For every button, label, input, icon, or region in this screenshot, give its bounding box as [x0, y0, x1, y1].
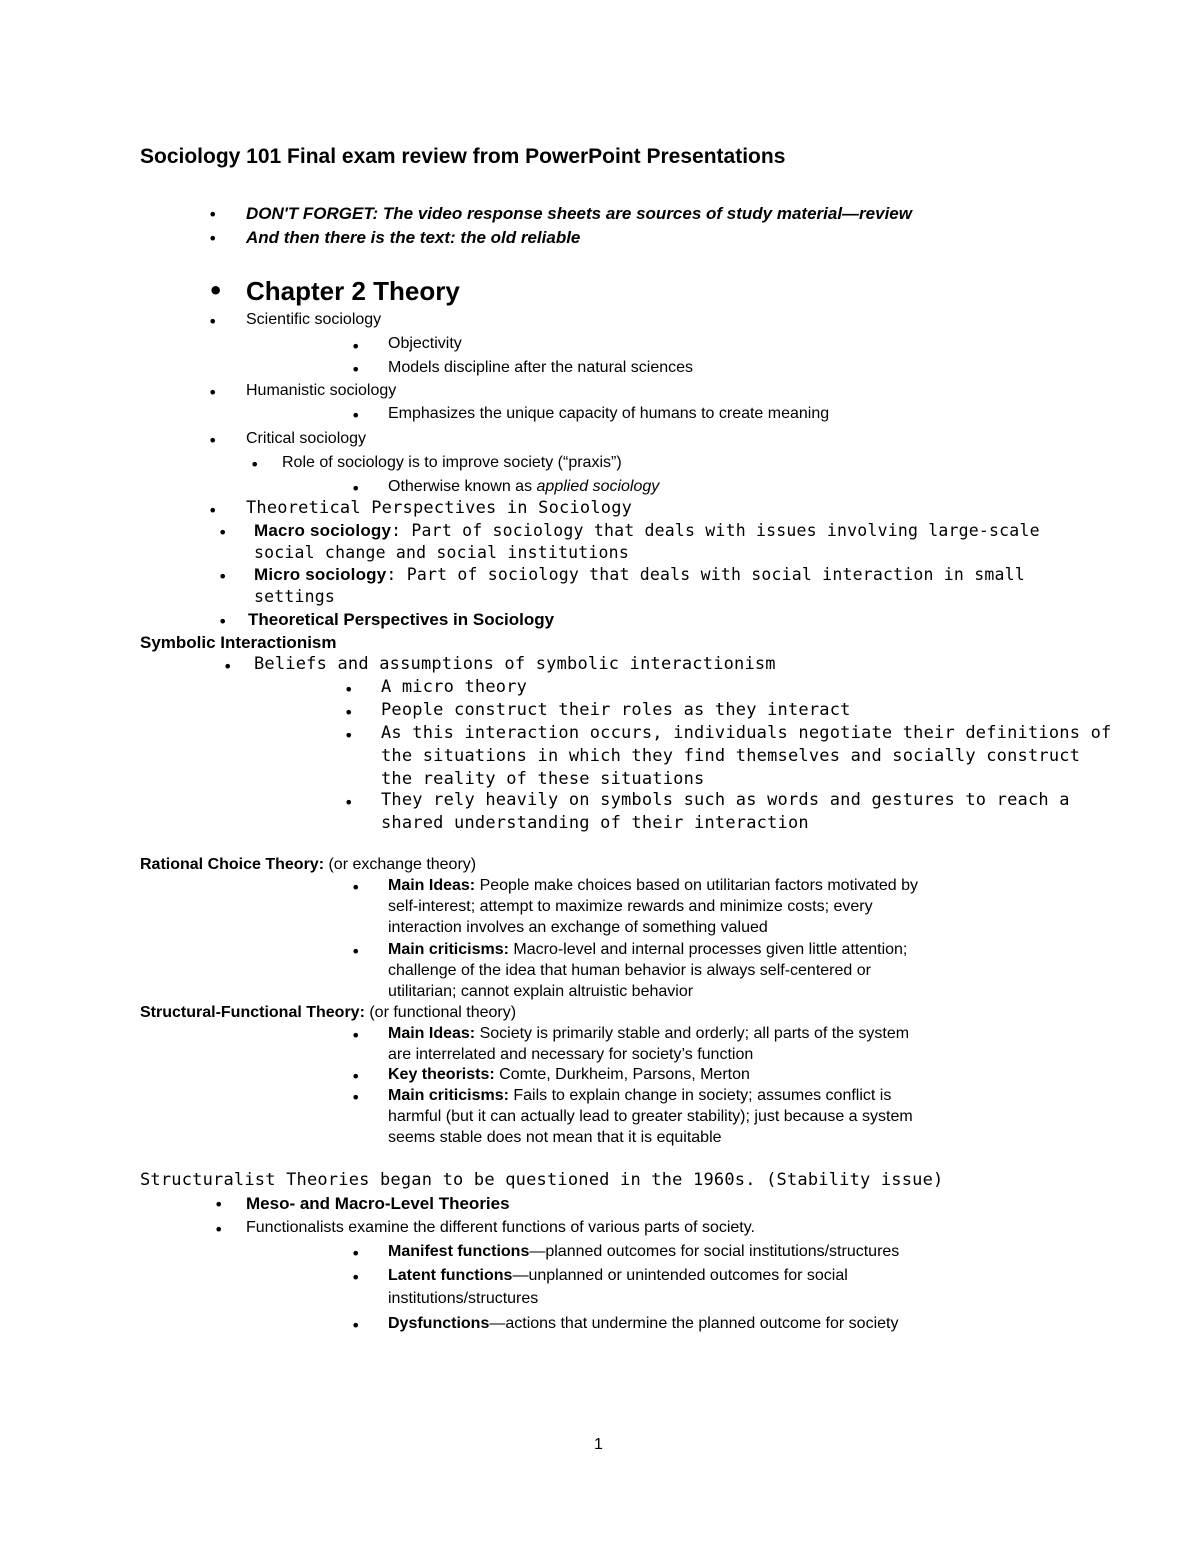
bullet-icon: •: [208, 312, 218, 331]
bullet-icon: •: [250, 455, 260, 474]
dysfunctions-label: Dysfunctions: [388, 1315, 490, 1332]
list-item: They rely heavily on symbols such as words and gestures to reach a: [381, 790, 1070, 810]
bullet-icon: •: [351, 878, 361, 897]
criticisms-text: Fails to explain change in society; assumes conflict is: [508, 1087, 892, 1104]
page-number: 1: [594, 1436, 603, 1453]
bullet-icon: •: [208, 501, 218, 520]
bullet-icon: •: [351, 337, 361, 356]
scientific-sociology-label: Scientific sociology: [246, 311, 382, 328]
theoretical-perspectives-heading: Theoretical Perspectives in Sociology: [248, 610, 555, 629]
humanistic-sociology-label: Humanistic sociology: [246, 382, 397, 399]
bullet-icon: •: [351, 479, 361, 498]
list-item-cont: the situations in which they find themselves and socially construct: [381, 746, 1081, 766]
list-item: [388, 479, 659, 495]
meso-macro-heading: Meso- and Macro-Level Theories: [246, 1194, 510, 1213]
list-item: Models discipline after the natural sciences: [388, 359, 694, 376]
symbolic-interactionism-heading: Symbolic Interactionism: [140, 633, 337, 652]
main-ideas-label: Main Ideas:: [388, 1025, 476, 1042]
rational-main-ideas-cont: self-interest; attempt to maximize rewards and minimize costs; every: [388, 898, 873, 915]
bullet-icon: •: [208, 229, 218, 248]
criticisms-text: Macro-level and internal processes given little attention;: [508, 941, 908, 958]
rational-criticisms-cont: challenge of the idea that human behavior is always self-centered or: [388, 962, 871, 979]
bullet-icon: •: [351, 1088, 361, 1107]
structural-functional-title: Structural-Functional Theory:: [140, 1004, 365, 1021]
bullet-icon: •: [223, 657, 233, 676]
bullet-icon: •: [344, 793, 354, 812]
symbolic-beliefs: Beliefs and assumptions of symbolic interactionism: [254, 654, 776, 674]
rational-main-ideas: [388, 878, 918, 894]
document-title: Sociology 101 Final exam review from PowerPoint Presentations: [140, 145, 786, 168]
criticisms-label: Main criticisms:: [388, 1087, 509, 1104]
bullet-icon: •: [344, 703, 354, 722]
latent-functions: [388, 1268, 848, 1284]
bullet-icon: •: [351, 1244, 361, 1263]
structural-main-ideas-cont: are interrelated and necessary for society’s function: [388, 1046, 754, 1063]
micro-sociology-term: Micro sociology: [254, 565, 387, 584]
bullet-icon: •: [351, 1067, 361, 1086]
rational-main-ideas-cont: interaction involves an exchange of something valued: [388, 919, 768, 936]
reminder-video-sheets: DON'T FORGET: The video response sheets are sources of study material—review: [246, 204, 912, 223]
list-item: As this interaction occurs, individuals negotiate their definitions of: [381, 723, 1112, 743]
key-theorists-text: Comte, Durkheim, Parsons, Merton: [494, 1066, 750, 1083]
bullet-icon: •: [208, 383, 218, 402]
main-ideas-label: Main Ideas:: [388, 877, 476, 894]
macro-sociology-term: Macro sociology: [254, 521, 392, 540]
structuralist-note: Structuralist Theories began to be questioned in the 1960s. (Stability issue): [140, 1170, 944, 1190]
latent-functions-text: —unplanned or unintended outcomes for social: [512, 1267, 848, 1284]
theoretical-perspectives-item: Theoretical Perspectives in Sociology: [246, 498, 633, 518]
bullet-icon: •: [214, 1220, 224, 1239]
micro-sociology-sep: :: [386, 565, 397, 584]
structural-theorists: [388, 1067, 750, 1083]
bullet-icon: •: [218, 567, 228, 586]
manifest-functions: [388, 1244, 899, 1260]
chapter-heading: Chapter 2 Theory: [246, 276, 460, 306]
structural-functional-heading: [140, 1005, 516, 1021]
manifest-functions-label: Manifest functions: [388, 1243, 530, 1260]
macro-sociology-definition-cont: social change and social institutions: [254, 543, 629, 562]
micro-sociology-def: Part of sociology that deals with social interaction in small: [396, 565, 1025, 584]
micro-sociology-definition: [254, 566, 1025, 584]
rational-criticisms-cont: utilitarian; cannot explain altruistic behavior: [388, 983, 694, 1000]
bullet-icon: •: [344, 680, 354, 699]
structural-functional-note: (or functional theory): [364, 1004, 517, 1021]
bullet-icon: •: [208, 205, 218, 224]
macro-sociology-definition: [254, 522, 1040, 540]
structural-criticisms-cont: seems stable does not mean that it is equitable: [388, 1129, 722, 1146]
bullet-icon: •: [351, 406, 361, 425]
structural-main-ideas: [388, 1026, 909, 1042]
bullet-icon: •: [351, 942, 361, 961]
reminder-text: And then there is the text: the old reliable: [246, 228, 581, 247]
bullet-icon: •: [218, 523, 228, 542]
applied-sociology-term: applied sociology: [536, 478, 660, 495]
macro-sociology-def: Part of sociology that deals with issues involving large-scale: [401, 521, 1040, 540]
micro-sociology-definition-cont: settings: [254, 587, 336, 606]
manifest-functions-text: —planned outcomes for social institutions/structures: [529, 1243, 900, 1260]
rational-choice-note: (or exchange theory): [324, 856, 477, 873]
list-item: Role of sociology is to improve society (“praxis”): [282, 454, 622, 471]
rational-choice-title: Rational Choice Theory:: [140, 856, 325, 873]
bullet-icon: •: [208, 277, 224, 305]
latent-functions-label: Latent functions: [388, 1267, 513, 1284]
latent-functions-cont: institutions/structures: [388, 1290, 539, 1307]
list-item: Objectivity: [388, 335, 462, 352]
list-item: People construct their roles as they interact: [381, 700, 851, 720]
main-ideas-text: Society is primarily stable and orderly; all parts of the system: [475, 1025, 910, 1042]
bullet-icon: •: [208, 431, 218, 450]
structural-criticisms-cont: harmful (but it can actually lead to greater stability); just because a system: [388, 1108, 913, 1125]
list-item-cont: the reality of these situations: [381, 769, 705, 789]
rational-choice-heading: [140, 857, 476, 873]
key-theorists-label: Key theorists:: [388, 1066, 495, 1083]
functionalists-item: Functionalists examine the different functions of various parts of society.: [246, 1219, 755, 1236]
bullet-icon: •: [351, 1268, 361, 1287]
bullet-icon: •: [218, 612, 228, 631]
bullet-icon: •: [351, 1316, 361, 1335]
macro-sociology-sep: :: [391, 521, 402, 540]
list-item: Emphasizes the unique capacity of humans to create meaning: [388, 405, 830, 422]
bullet-icon: •: [351, 1026, 361, 1045]
structural-criticisms: [388, 1088, 891, 1104]
criticisms-label: Main criticisms:: [388, 941, 509, 958]
list-item-cont: shared understanding of their interaction: [381, 813, 809, 833]
dysfunctions: [388, 1316, 898, 1332]
applied-sociology-prefix: Otherwise known as: [388, 478, 537, 495]
bullet-icon: •: [214, 1195, 224, 1214]
critical-sociology-label: Critical sociology: [246, 430, 367, 447]
main-ideas-text: People make choices based on utilitarian factors motivated by: [475, 877, 919, 894]
rational-criticisms: [388, 942, 907, 958]
bullet-icon: •: [344, 726, 354, 745]
bullet-icon: •: [351, 360, 361, 379]
list-item: A micro theory: [381, 677, 528, 697]
dysfunctions-text: —actions that undermine the planned outcome for society: [489, 1315, 899, 1332]
